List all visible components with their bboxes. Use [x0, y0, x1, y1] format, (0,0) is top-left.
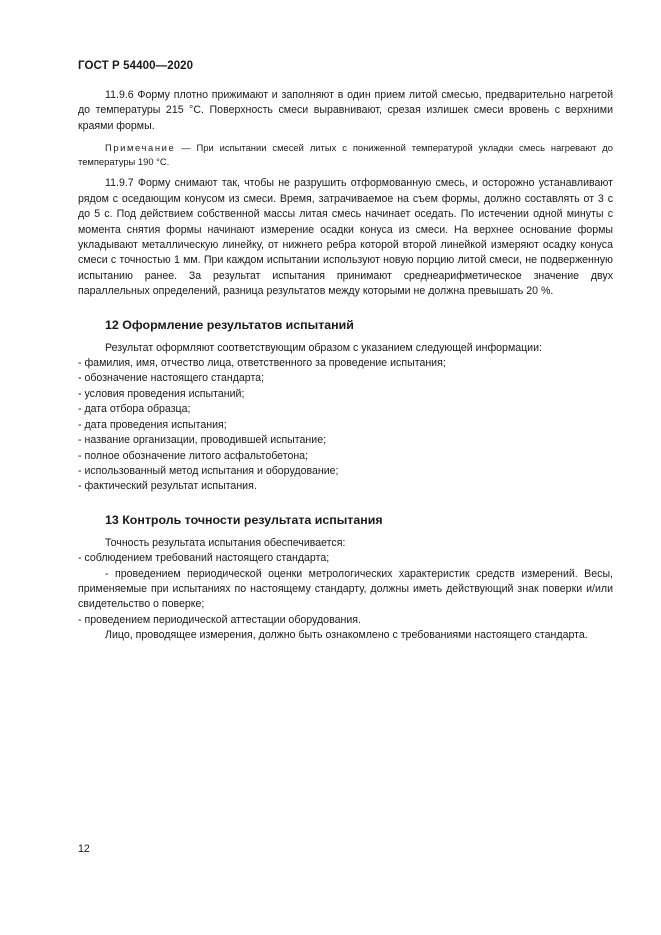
section-12-title: 12 Оформление результатов испытаний [105, 317, 354, 332]
list-item: - дата проведения испытания; [78, 418, 227, 431]
note [78, 141, 613, 168]
section-13-body [78, 536, 613, 644]
list-item: - проведением периодической аттестации оборудования. [78, 613, 361, 626]
page-number: 12 [78, 843, 90, 855]
list-item: - полное обозначение литого асфальтобетона; [78, 449, 309, 462]
note-label: Примечание [105, 142, 176, 154]
clause-11-9-7: 11.9.7 Форму снимают так, чтобы не разрушить отформованную смесь, и осторожно устанавливают рядом с оседающим конусом из смеси. Время, затрачиваемое на съем формы, должно составлять от 3 с до 5 с. Под действием собственной массы литая смесь начинает оседать. По истечении одной минуты с момента снятия формы начинают измерение осадки конуса из смеси. На верхнее основание формы укладывают металлическую линейку, от нижнего ребра которой второй линейкой измеряют осадку конуса смеси с точностью 1 мм. При каждом испытании используют новую порцию литой смеси, не подверженную испытанию ранее. За результат испытания принимают среднеарифметическое значение двух параллельных определений, разница результатов между которыми не должна превышать 20 %. [78, 177, 613, 298]
section-13-title: 13 Контроль точности результата испытания [105, 512, 383, 527]
list-item: - фактический результат испытания. [78, 480, 257, 493]
list-item: - проведением периодической оценки метрологических характеристик средств измерений. Весы, применяемые при испытаниях по настоящему стандарту, должны иметь действующий знак поверки и/или свидетельство о поверке; [78, 567, 613, 611]
list-item: - соблюдением требований настоящего стандарта; [78, 552, 330, 565]
list-item: - условия проведения испытаний; [78, 387, 245, 400]
standard-designation: ГОСТ Р 54400—2020 [78, 60, 194, 72]
list-item: - название организации, проводившей испытание; [78, 434, 327, 447]
page-content [78, 88, 613, 644]
list-item: - фамилия, имя, отчество лица, ответственного за проведение испытания; [78, 357, 446, 370]
section-13-closing: Лицо, проводящее измерения, должно быть ознакомлено с требованиями настоящего стандарта. [105, 629, 588, 642]
note-text: — При испытании смесей литых с пониженной температурой укладки смесь нагревают до температуры 190 °С. [78, 142, 613, 167]
section-12-intro: Результат оформляют соответствующим образом с указанием следующей информации: [105, 341, 542, 354]
clause-11-9-6: 11.9.6 Форму плотно прижимают и заполняют в один прием литой смесью, предварительно нагретой до температуры 215 °С. Поверхность смеси выравнивают, срезая излишек смеси вровень с верхними краями формы. [78, 89, 613, 132]
section-13-intro: Точность результата испытания обеспечивается: [105, 536, 346, 549]
list-item: - обозначение настоящего стандарта; [78, 372, 265, 385]
section-12-body [78, 341, 613, 495]
list-item: - использованный метод испытания и оборудование; [78, 464, 339, 477]
list-item: - дата отбора образца; [78, 403, 191, 416]
